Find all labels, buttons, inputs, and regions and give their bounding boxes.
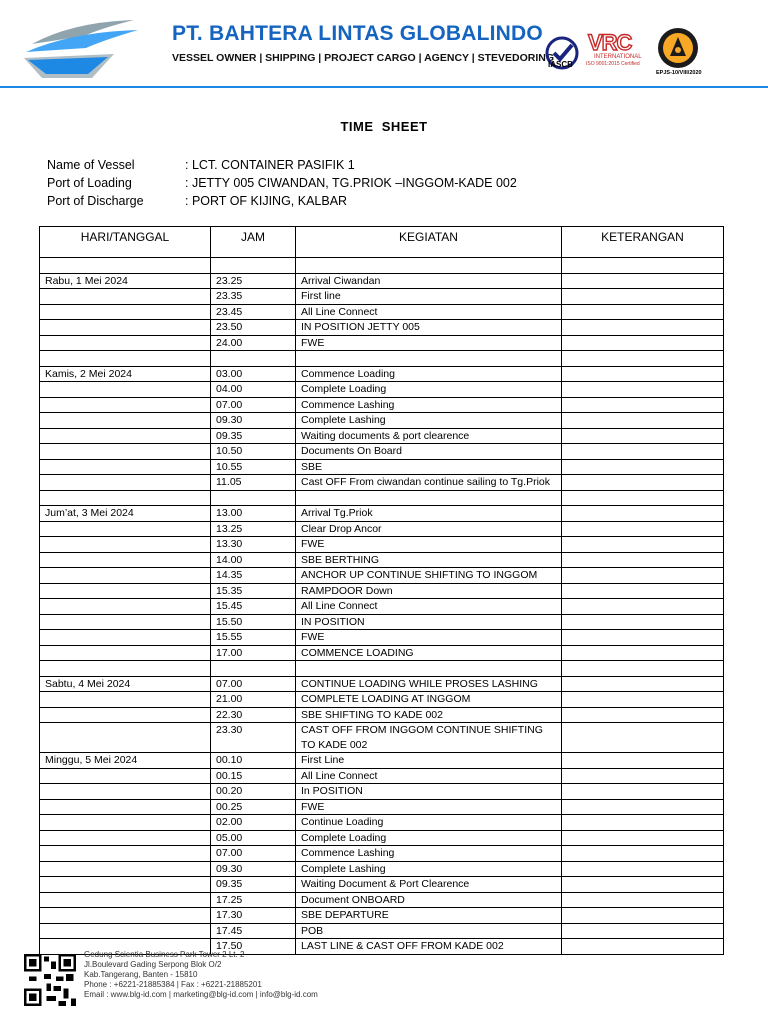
day-cell (40, 908, 211, 924)
header-kegiatan: KEGIATAN (296, 227, 562, 258)
day-cell (40, 444, 211, 460)
day-cell (40, 397, 211, 413)
day-cell (40, 583, 211, 599)
table-row (40, 335, 724, 351)
day-cell (40, 490, 211, 506)
table-row (40, 459, 724, 475)
activity-cell: All Line Connect (296, 599, 562, 615)
activity-cell: Commence Loading (296, 366, 562, 382)
activity-cell: Document ONBOARD (296, 892, 562, 908)
time-cell: 11.05 (211, 475, 296, 491)
footer-line: Kab.Tangerang, Banten - 15810 (84, 970, 198, 979)
time-cell: 09.30 (211, 413, 296, 429)
iascb-check-icon (544, 28, 580, 78)
activity-cell: All Line Connect (296, 768, 562, 784)
activity-cell: CAST OFF FROM INGGOM CONTINUE SHIFTING TO KADE 002 (296, 723, 562, 753)
day-cell (40, 459, 211, 475)
activity-cell (296, 490, 562, 506)
table-header-row (40, 227, 724, 258)
time-cell: 17.25 (211, 892, 296, 908)
table-row (40, 537, 724, 553)
remarks-cell (562, 320, 724, 336)
remarks-cell (562, 521, 724, 537)
table-row (40, 351, 724, 367)
company-name: PT. BAHTERA LINTAS GLOBALINDO (172, 22, 543, 45)
time-cell: 10.55 (211, 459, 296, 475)
day-cell (40, 645, 211, 661)
day-cell (40, 768, 211, 784)
activity-cell: CONTINUE LOADING WHILE PROSES LASHING (296, 676, 562, 692)
table-row (40, 815, 724, 831)
day-cell (40, 923, 211, 939)
table-row (40, 877, 724, 893)
time-cell: 15.35 (211, 583, 296, 599)
remarks-cell (562, 923, 724, 939)
table-row (40, 645, 724, 661)
time-cell: 09.35 (211, 877, 296, 893)
table-row (40, 506, 724, 522)
remarks-cell (562, 630, 724, 646)
activity-cell: Cast OFF From ciwandan continue sailing to Tg.Priok (296, 475, 562, 491)
day-cell (40, 413, 211, 429)
activity-cell: Arrival Tg.Priok (296, 506, 562, 522)
remarks-cell (562, 815, 724, 831)
time-cell: 00.20 (211, 784, 296, 800)
remarks-cell (562, 490, 724, 506)
government-seal-icon (656, 26, 700, 70)
remarks-cell (562, 692, 724, 708)
day-cell (40, 707, 211, 723)
day-cell: Sabtu, 4 Mei 2024 (40, 676, 211, 692)
document-title: TIME SHEET (340, 119, 428, 134)
time-cell: 09.35 (211, 428, 296, 444)
time-cell: 17.45 (211, 923, 296, 939)
day-cell (40, 521, 211, 537)
footer (24, 950, 624, 1010)
activity-cell: RAMPDOOR Down (296, 583, 562, 599)
day-cell (40, 784, 211, 800)
footer-address (84, 950, 318, 1000)
time-sheet-table (39, 226, 724, 955)
table-row (40, 289, 724, 305)
time-cell: 07.00 (211, 846, 296, 862)
remarks-cell (562, 723, 724, 753)
table-row (40, 304, 724, 320)
time-cell: 00.25 (211, 799, 296, 815)
time-cell: 03.00 (211, 366, 296, 382)
activity-cell: First line (296, 289, 562, 305)
time-cell: 14.35 (211, 568, 296, 584)
day-cell (40, 861, 211, 877)
table-row (40, 861, 724, 877)
time-cell: 23.35 (211, 289, 296, 305)
info-label: Name of Vessel (47, 158, 135, 172)
iascb-label: IASCB (548, 60, 573, 69)
day-cell (40, 382, 211, 398)
remarks-cell (562, 335, 724, 351)
remarks-cell (562, 459, 724, 475)
time-cell: 17.00 (211, 645, 296, 661)
activity-cell: Continue Loading (296, 815, 562, 831)
time-cell: 13.25 (211, 521, 296, 537)
certification-logos (544, 26, 704, 82)
day-cell (40, 537, 211, 553)
activity-cell: Waiting documents & port clearence (296, 428, 562, 444)
remarks-cell (562, 506, 724, 522)
time-cell: 23.45 (211, 304, 296, 320)
day-cell (40, 568, 211, 584)
activity-cell: In POSITION (296, 784, 562, 800)
vrc-logo (586, 30, 644, 72)
remarks-cell (562, 661, 724, 677)
letterhead (0, 0, 768, 88)
table-row (40, 784, 724, 800)
header-keterangan: KETERANGAN (562, 227, 724, 258)
table-row (40, 258, 724, 274)
remarks-cell (562, 614, 724, 630)
time-cell: 23.50 (211, 320, 296, 336)
remarks-cell (562, 846, 724, 862)
table-row (40, 676, 724, 692)
day-cell (40, 815, 211, 831)
day-cell (40, 830, 211, 846)
time-cell: 07.00 (211, 676, 296, 692)
table-row (40, 599, 724, 615)
remarks-cell (562, 583, 724, 599)
remarks-cell (562, 908, 724, 924)
qr-code-icon (24, 954, 76, 1006)
remarks-cell (562, 861, 724, 877)
activity-cell: SBE SHIFTING TO KADE 002 (296, 707, 562, 723)
remarks-cell (562, 552, 724, 568)
vrc-text: VRC (588, 30, 632, 55)
table-row (40, 428, 724, 444)
remarks-cell (562, 475, 724, 491)
time-cell: 24.00 (211, 335, 296, 351)
remarks-cell (562, 304, 724, 320)
activity-cell: SBE BERTHING (296, 552, 562, 568)
time-cell: 05.00 (211, 830, 296, 846)
time-cell: 10.50 (211, 444, 296, 460)
activity-cell (296, 661, 562, 677)
time-cell: 17.30 (211, 908, 296, 924)
table-row (40, 892, 724, 908)
remarks-cell (562, 753, 724, 769)
remarks-cell (562, 258, 724, 274)
table-row (40, 521, 724, 537)
table-row (40, 382, 724, 398)
activity-cell: All Line Connect (296, 304, 562, 320)
day-cell (40, 475, 211, 491)
table-row (40, 444, 724, 460)
info-value: : JETTY 005 CIWANDAN, TG.PRIOK –INGGOM-KADE 002 (185, 176, 517, 190)
remarks-cell (562, 382, 724, 398)
table-row (40, 723, 724, 753)
day-cell (40, 877, 211, 893)
activity-cell: LAST LINE & CAST OFF FROM KADE 002 (296, 939, 562, 955)
table-row (40, 830, 724, 846)
activity-cell: FWE (296, 537, 562, 553)
time-cell: 07.00 (211, 397, 296, 413)
time-cell: 00.10 (211, 753, 296, 769)
company-tagline: VESSEL OWNER | SHIPPING | PROJECT CARGO | AGENCY | STEVEDORING (172, 52, 555, 64)
table-row (40, 661, 724, 677)
activity-cell: Complete Lashing (296, 413, 562, 429)
header-jam: JAM (211, 227, 296, 258)
footer-line: Jl.Boulevard Gading Serpong Blok O/2 (84, 960, 222, 969)
day-cell (40, 320, 211, 336)
activity-cell: Complete Loading (296, 830, 562, 846)
activity-cell: SBE (296, 459, 562, 475)
table-row (40, 908, 724, 924)
table-row (40, 799, 724, 815)
time-cell (211, 258, 296, 274)
remarks-cell (562, 830, 724, 846)
time-cell: 17.50 (211, 939, 296, 955)
table-row (40, 923, 724, 939)
day-cell (40, 846, 211, 862)
remarks-cell (562, 366, 724, 382)
activity-cell: COMPLETE LOADING AT INGGOM (296, 692, 562, 708)
time-cell: 09.30 (211, 861, 296, 877)
table-row (40, 753, 724, 769)
time-cell: 15.45 (211, 599, 296, 615)
header-hari-tanggal: HARI/TANGGAL (40, 227, 211, 258)
table-row (40, 846, 724, 862)
activity-cell: Complete Loading (296, 382, 562, 398)
table-row (40, 692, 724, 708)
table-row (40, 490, 724, 506)
activity-cell: Documents On Board (296, 444, 562, 460)
table-row (40, 397, 724, 413)
table-row (40, 707, 724, 723)
table-row (40, 273, 724, 289)
day-cell (40, 723, 211, 753)
day-cell: Jum’at, 3 Mei 2024 (40, 506, 211, 522)
activity-cell (296, 351, 562, 367)
seal-code: EPJS-10/VIII/2020 (656, 70, 702, 76)
day-cell (40, 799, 211, 815)
vrc-international: INTERNATIONAL (594, 54, 642, 60)
remarks-cell (562, 892, 724, 908)
footer-line: Email : www.blg-id.com | marketing@blg-id.com | info@blg-id.com (84, 990, 318, 999)
activity-cell: FWE (296, 630, 562, 646)
day-cell (40, 661, 211, 677)
activity-cell: Waiting Document & Port Clearence (296, 877, 562, 893)
table-row (40, 583, 724, 599)
time-cell: 21.00 (211, 692, 296, 708)
activity-cell: Arrival Ciwandan (296, 273, 562, 289)
remarks-cell (562, 397, 724, 413)
time-cell: 15.50 (211, 614, 296, 630)
remarks-cell (562, 707, 724, 723)
day-cell (40, 335, 211, 351)
remarks-cell (562, 273, 724, 289)
remarks-cell (562, 568, 724, 584)
remarks-cell (562, 768, 724, 784)
day-cell (40, 552, 211, 568)
table-row (40, 413, 724, 429)
day-cell (40, 289, 211, 305)
activity-cell: Complete Lashing (296, 861, 562, 877)
activity-cell: Commence Lashing (296, 397, 562, 413)
remarks-cell (562, 799, 724, 815)
time-cell: 13.30 (211, 537, 296, 553)
info-value: : PORT OF KIJING, KALBAR (185, 194, 348, 208)
remarks-cell (562, 784, 724, 800)
table-row (40, 552, 724, 568)
activity-cell: COMMENCE LOADING (296, 645, 562, 661)
remarks-cell (562, 351, 724, 367)
remarks-cell (562, 537, 724, 553)
remarks-cell (562, 645, 724, 661)
table-body (40, 258, 724, 955)
day-cell (40, 304, 211, 320)
time-cell: 14.00 (211, 552, 296, 568)
activity-cell: FWE (296, 335, 562, 351)
activity-cell: POB (296, 923, 562, 939)
activity-cell: IN POSITION (296, 614, 562, 630)
day-cell (40, 892, 211, 908)
activity-cell: ANCHOR UP CONTINUE SHIFTING TO INGGOM (296, 568, 562, 584)
time-cell (211, 351, 296, 367)
day-cell (40, 351, 211, 367)
time-cell: 23.30 (211, 723, 296, 753)
remarks-cell (562, 428, 724, 444)
info-label: Port of Discharge (47, 194, 144, 208)
header-divider (0, 86, 768, 88)
table-row (40, 320, 724, 336)
remarks-cell (562, 599, 724, 615)
time-cell: 13.00 (211, 506, 296, 522)
info-value: : LCT. CONTAINER PASIFIK 1 (185, 158, 355, 172)
remarks-cell (562, 444, 724, 460)
table-row (40, 630, 724, 646)
day-cell (40, 428, 211, 444)
activity-cell: SBE DEPARTURE (296, 908, 562, 924)
time-cell: 15.55 (211, 630, 296, 646)
table-row (40, 475, 724, 491)
table-row (40, 614, 724, 630)
activity-cell: Clear Drop Ancor (296, 521, 562, 537)
footer-line: Gedung Scientia Business Park Tower 2 Lt. 2 (84, 950, 245, 959)
day-cell (40, 599, 211, 615)
remarks-cell (562, 877, 724, 893)
footer-line: Phone : +6221-21885384 | Fax : +6221-21885201 (84, 980, 262, 989)
info-label: Port of Loading (47, 176, 132, 190)
time-cell: 23.25 (211, 273, 296, 289)
day-cell (40, 692, 211, 708)
time-cell (211, 661, 296, 677)
time-cell: 00.15 (211, 768, 296, 784)
time-cell: 02.00 (211, 815, 296, 831)
vrc-iso-label: ISO 9001:2015 Certified (586, 61, 640, 67)
activity-cell: IN POSITION JETTY 005 (296, 320, 562, 336)
day-cell (40, 630, 211, 646)
remarks-cell (562, 676, 724, 692)
ship-logo-icon (22, 14, 142, 84)
table-row (40, 768, 724, 784)
day-cell: Minggu, 5 Mei 2024 (40, 753, 211, 769)
table-row (40, 568, 724, 584)
time-cell: 22.30 (211, 707, 296, 723)
day-cell (40, 614, 211, 630)
activity-cell: Commence Lashing (296, 846, 562, 862)
time-cell: 04.00 (211, 382, 296, 398)
day-cell (40, 258, 211, 274)
activity-cell: First Line (296, 753, 562, 769)
day-cell: Kamis, 2 Mei 2024 (40, 366, 211, 382)
time-cell (211, 490, 296, 506)
remarks-cell (562, 289, 724, 305)
remarks-cell (562, 413, 724, 429)
activity-cell (296, 258, 562, 274)
table-row (40, 366, 724, 382)
activity-cell: FWE (296, 799, 562, 815)
day-cell: Rabu, 1 Mei 2024 (40, 273, 211, 289)
